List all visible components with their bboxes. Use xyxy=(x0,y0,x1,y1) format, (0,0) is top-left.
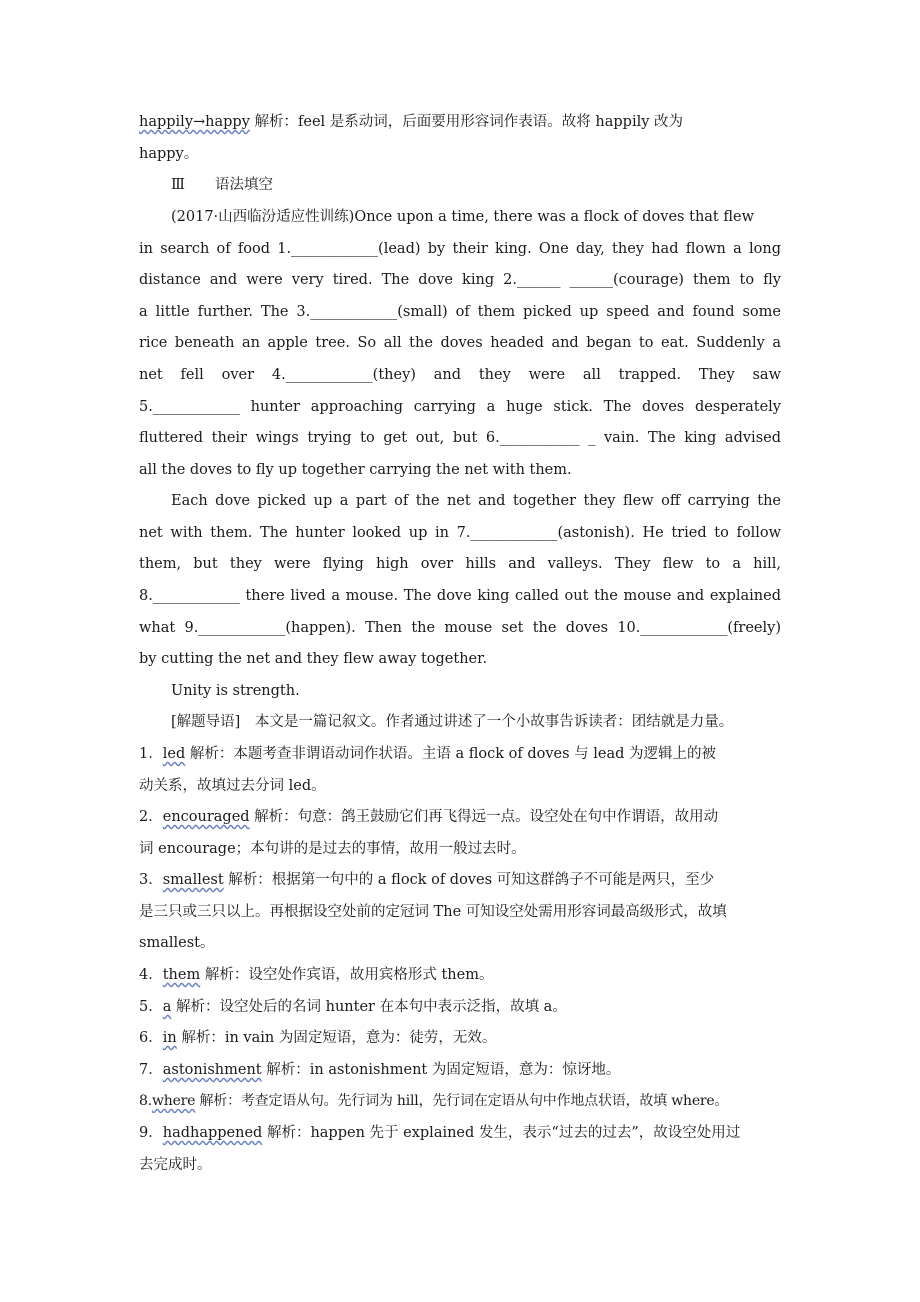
explanation-text: 解析：句意：鸽王鼓励它们再飞得远一点。设空处在句中作谓语，故用动 xyxy=(249,809,719,825)
passage-line: net with them. The hunter looked up in 7.____________(astonish). He tried to follow xyxy=(139,525,781,541)
section-title: 语法填空 xyxy=(214,177,273,193)
section-heading xyxy=(171,174,273,196)
passage-line: 5.____________ hunter approaching carrying a huge stick. The doves desperately xyxy=(139,399,781,415)
top-note-line-2: happy。 xyxy=(139,146,199,162)
answer-word: a xyxy=(162,999,172,1015)
passage-line: net fell over 4.____________(they) and they were all trapped. They saw xyxy=(139,367,781,383)
answer-continuation: 词 encourage；本句讲的是过去的事情，故用一般过去时。 xyxy=(139,841,526,857)
answer-word: them xyxy=(162,967,201,983)
answer-number: 6． xyxy=(139,1030,163,1046)
explanation-text: 解析：happen 先于 explained 发生，表示“过去的过去”，故设空处用过 xyxy=(262,1125,741,1141)
guide-text: [解题导语] 本文是一篇记叙文。作者通过讲述了一个小故事告诉读者：团结就是力量。 xyxy=(171,714,734,730)
answer-item-9 xyxy=(139,1122,740,1144)
answer-number: 5． xyxy=(139,999,163,1015)
answer-number: 3． xyxy=(139,872,163,888)
answer-number: 2． xyxy=(139,809,163,825)
passage-line: what 9.____________(happen). Then the mouse set the doves 10.____________(freely) xyxy=(139,620,781,636)
answer-continuation: smallest。 xyxy=(139,935,215,951)
answer-item-4 xyxy=(139,964,493,986)
answer-word: astonishment xyxy=(162,1062,262,1078)
answer-item-1 xyxy=(139,743,716,765)
passage-line: distance and were very tired. The dove king 2.______ ______(courage) them to fly xyxy=(139,272,781,288)
explanation-text: 解析：根据第一句中的 a flock of doves 可知这群鸽子不可能是两只，至少 xyxy=(223,872,715,888)
passage-line: a little further. The 3.____________(small) of them picked up speed and found some xyxy=(139,304,781,320)
passage-line: Unity is strength. xyxy=(171,683,300,699)
explanation-text: 解析：in vain 为固定短语，意为：徒劳，无效。 xyxy=(176,1030,497,1046)
answer-word: led xyxy=(162,746,186,762)
passage-line: (2017·山西临汾适应性训练)Once upon a time, there was a flock of doves that flew xyxy=(171,209,755,225)
passage-line: rice beneath an apple tree. So all the doves headed and began to eat. Suddenly a xyxy=(139,335,781,351)
answer-number: 1． xyxy=(139,746,163,762)
explanation-text: 解析：feel 是系动词，后面要用形容词作表语。故将 happily 改为 xyxy=(249,114,684,130)
answer-word: in xyxy=(162,1030,177,1046)
answer-continuation: 动关系，故填过去分词 led。 xyxy=(139,778,326,794)
answer-item-8 xyxy=(139,1090,728,1112)
answer-number: 4． xyxy=(139,967,163,983)
passage-line: by cutting the net and they flew away together. xyxy=(139,651,488,667)
explanation-text: 解析：本题考查非谓语动词作状语。主语 a flock of doves 与 lead 为逻辑上的被 xyxy=(185,746,717,762)
answer-item-6 xyxy=(139,1027,496,1049)
answer-number: 9． xyxy=(139,1125,163,1141)
passage-line: Each dove picked up a part of the net and together they flew off carrying the xyxy=(171,493,781,509)
explanation-text: 解析：设空处作宾语，故用宾格形式 them。 xyxy=(200,967,494,983)
explanation-text: 解析：设空处后的名词 hunter 在本句中表示泛指，故填 a。 xyxy=(171,999,567,1015)
answer-item-5 xyxy=(139,996,567,1018)
passage-line: them, but they were flying high over hills and valleys. They flew to a hill, xyxy=(139,556,781,572)
answer-word: where xyxy=(151,1093,196,1109)
top-note-line-1 xyxy=(139,111,683,133)
answer-continuation: 去完成时。 xyxy=(139,1157,212,1173)
passage-line: in search of food 1.____________(lead) by their king. One day, they had flown a long xyxy=(139,241,781,257)
section-number: Ⅲ xyxy=(171,177,185,193)
answer-item-3 xyxy=(139,869,714,891)
answer-number: 8. xyxy=(139,1093,152,1109)
passage-line: fluttered their wings trying to get out, but 6.___________ _ vain. The king advised xyxy=(139,430,781,446)
answer-item-2 xyxy=(139,806,718,828)
explanation-text: 解析：in astonishment 为固定短语，意为：惊讶地。 xyxy=(261,1062,621,1078)
answer-word: hadhappened xyxy=(162,1125,263,1141)
answer-word: encouraged xyxy=(162,809,250,825)
explanation-text: 解析：考查定语从句。先行词为 hill，先行词在定语从句中作地点状语，故填 where。 xyxy=(195,1093,729,1109)
answer-word: happily→happy xyxy=(139,114,250,130)
answer-word: smallest xyxy=(162,872,224,888)
answer-continuation: 是三只或三只以上。再根据设空处前的定冠词 The 可知设空处需用形容词最高级形式，故填 xyxy=(139,904,727,920)
answer-item-7 xyxy=(139,1059,620,1081)
answer-number: 7． xyxy=(139,1062,163,1078)
passage-line: 8.____________ there lived a mouse. The dove king called out the mouse and explained xyxy=(139,588,781,604)
passage-line: all the doves to fly up together carrying the net with them. xyxy=(139,462,572,478)
